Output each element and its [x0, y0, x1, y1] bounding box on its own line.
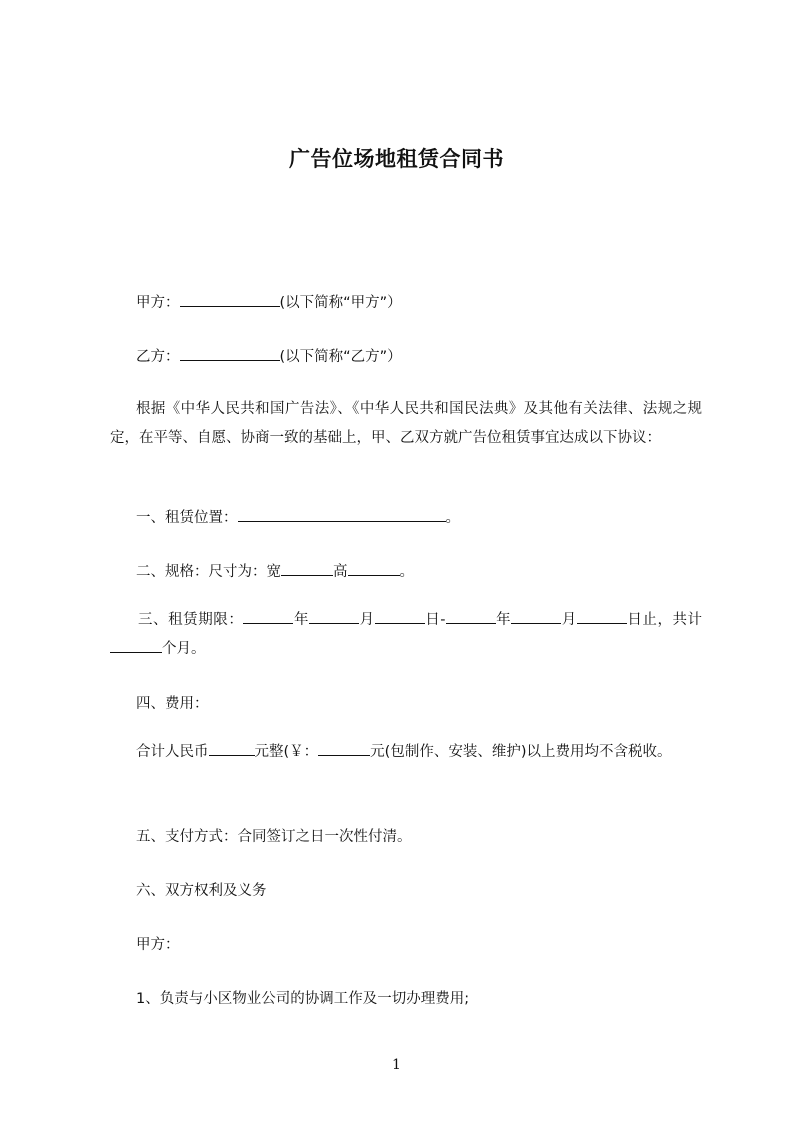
- clause-fees: 四、费用：: [136, 696, 209, 712]
- fee-suffix: 元(包制作、安装、维护)以上费用均不含税收。: [370, 744, 672, 760]
- party-a-duties-heading: 甲方：: [136, 937, 180, 953]
- page-title: 广告位场地租赁合同书: [289, 147, 504, 171]
- clause-term: [110, 606, 702, 664]
- party-a-line: [136, 291, 402, 312]
- clause-term-end: 个月。: [162, 641, 206, 657]
- end-month-blank[interactable]: [511, 611, 561, 624]
- start-month-blank[interactable]: [309, 611, 359, 624]
- end-year-label: 年: [495, 612, 512, 628]
- height-label: 高: [333, 564, 348, 580]
- party-b-suffix: (以下简称“乙方”）: [279, 349, 402, 365]
- fee-mid: 元整(￥：: [254, 744, 319, 760]
- end-day-label: 日止，共计: [626, 612, 703, 628]
- clause-spec-label: 二、规格：尺寸为：宽: [136, 564, 281, 580]
- party-a-label: 甲方：: [136, 295, 180, 311]
- start-year-label: 年: [293, 612, 310, 628]
- start-month-label: 月: [359, 612, 375, 628]
- party-b-blank[interactable]: [180, 348, 280, 361]
- page-number: 1: [392, 1057, 401, 1073]
- party-b-label: 乙方：: [136, 349, 180, 365]
- clause-location: [136, 506, 460, 527]
- clause-term-label: 三、租赁期限：: [138, 612, 244, 628]
- preamble-paragraph: 根据《中华人民共和国广告法》、《中华人民共和国民法典》及其他有关法律、法规之规定，在平等、自愿、协商一致的基础上，甲、乙双方就广告位租赁事宜达成以下协议：: [110, 401, 702, 446]
- clause-spec-end: 。: [399, 564, 414, 580]
- end-year-blank[interactable]: [446, 611, 496, 624]
- start-day-blank[interactable]: [375, 611, 425, 624]
- start-day-label: 日-: [424, 612, 446, 628]
- fee-prefix: 合计人民币: [136, 744, 209, 760]
- party-a-suffix: (以下简称“甲方”）: [279, 295, 402, 311]
- party-a-blank[interactable]: [180, 294, 280, 307]
- end-month-label: 月: [561, 612, 577, 628]
- height-blank[interactable]: [348, 563, 400, 576]
- start-year-blank[interactable]: [243, 611, 293, 624]
- clause-payment: 五、支付方式：合同签订之日一次性付清。: [136, 829, 412, 845]
- party-b-line: [136, 345, 402, 366]
- width-blank[interactable]: [281, 563, 333, 576]
- clause-rights: 六、双方权利及义务: [136, 883, 267, 899]
- end-day-blank[interactable]: [577, 611, 627, 624]
- duty-item: 1、负责与小区物业公司的协调工作及一切办理费用;: [136, 991, 470, 1007]
- fee-amount-number-blank[interactable]: [318, 743, 370, 756]
- location-blank[interactable]: [238, 509, 446, 522]
- fee-amount-words-blank[interactable]: [209, 743, 255, 756]
- clause-location-label: 一、租赁位置：: [136, 510, 238, 526]
- fee-paragraph: [110, 738, 702, 767]
- month-count-blank[interactable]: [110, 640, 162, 653]
- clause-location-end: 。: [445, 510, 460, 526]
- clause-spec: [136, 560, 414, 581]
